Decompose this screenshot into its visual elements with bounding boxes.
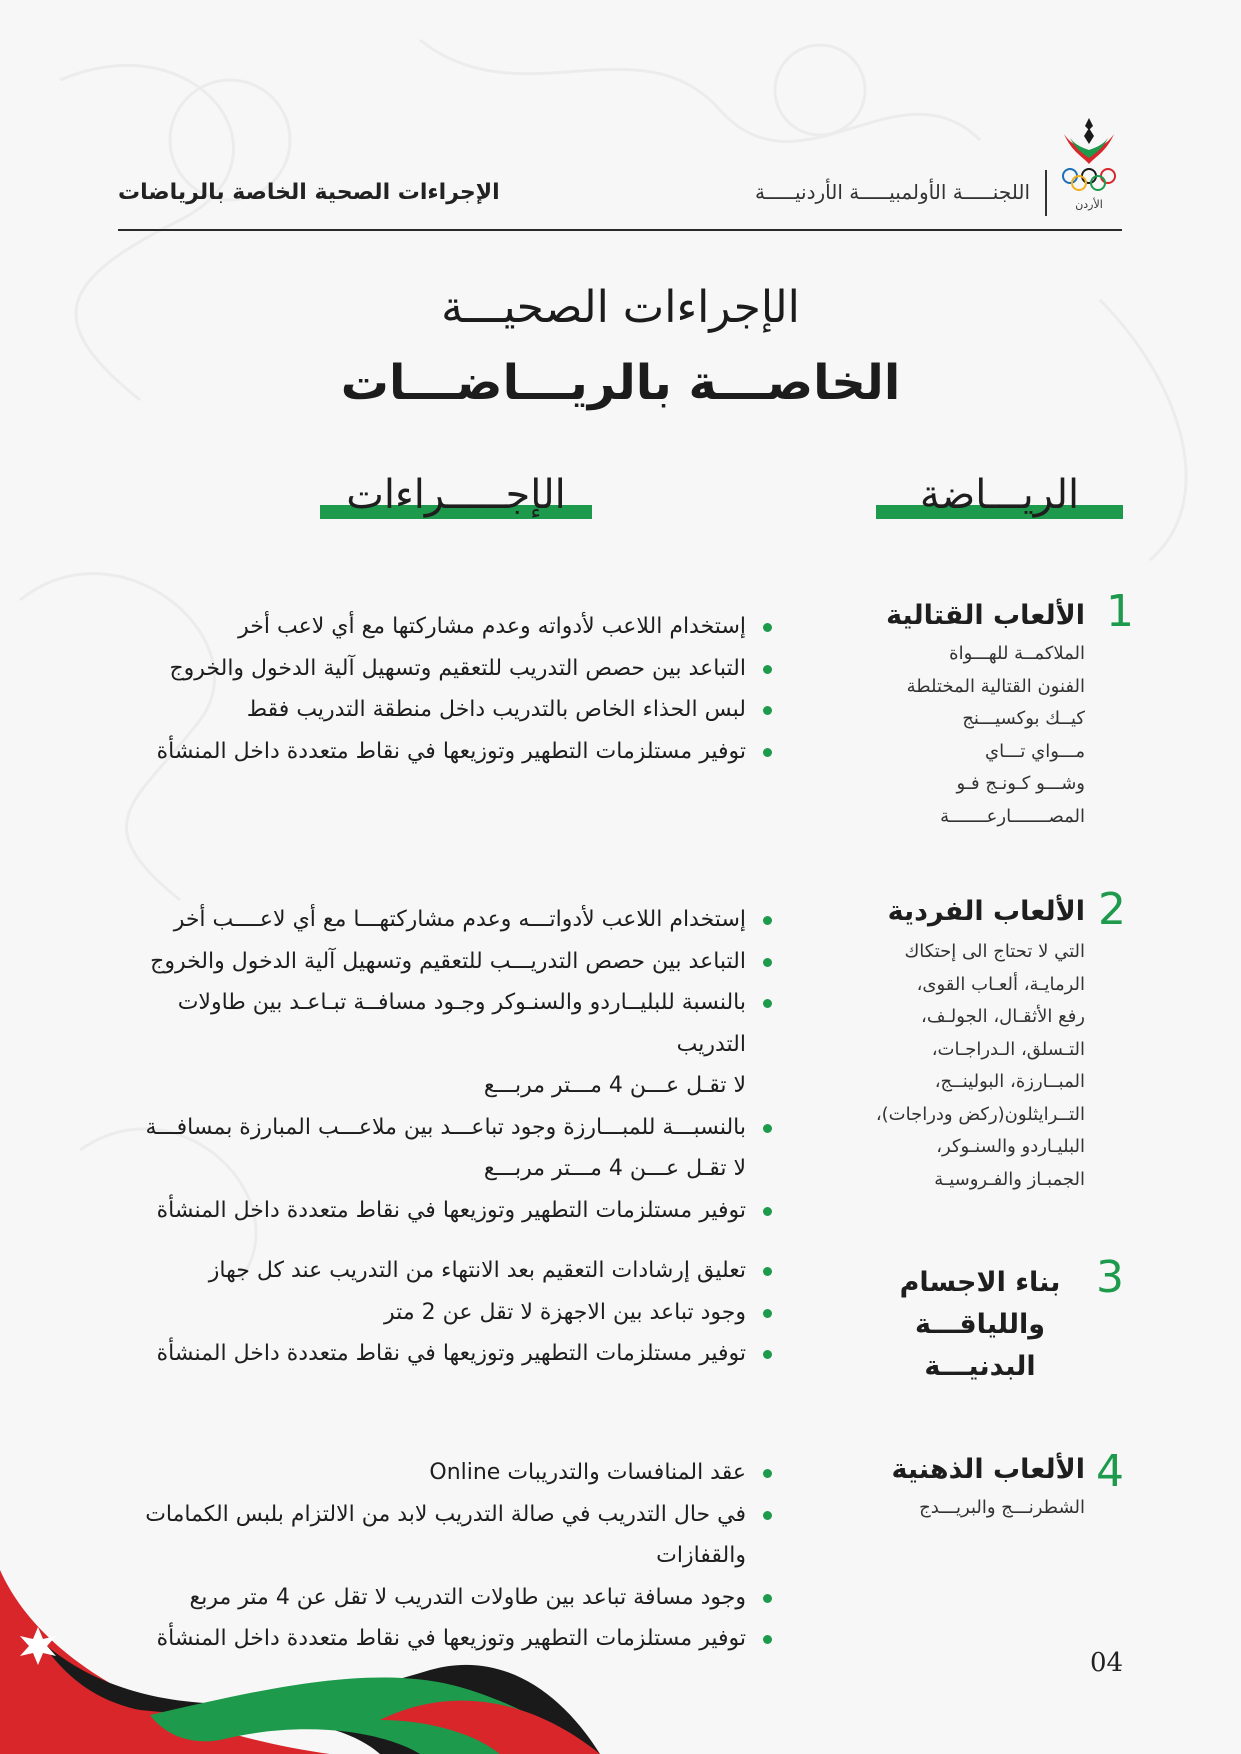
bullet-icon xyxy=(763,999,772,1008)
bullet-icon xyxy=(763,1469,772,1478)
sport-title: بناء الاجسام واللياقـــة البدنيـــة xyxy=(899,1267,1061,1382)
sport-item: كيــك بوكسيـــنج xyxy=(962,708,1085,729)
sport-item: الجمبـاز والفـروسيـة xyxy=(934,1168,1085,1190)
header-doc-title: الإجراءات الصحية الخاصة بالرياضات xyxy=(118,180,500,205)
procedure-item: إستخدام اللاعب لأدواتـــه وعدم مشاركتهـــا مع أي لاعــــب أخر xyxy=(118,899,778,941)
sport-items-list xyxy=(870,936,1085,1196)
sport-item: رفع الأثقـال، الجولـف، xyxy=(921,1006,1085,1027)
bullet-icon xyxy=(763,1511,772,1520)
bullet-icon xyxy=(763,706,772,715)
procedure-continuation: لا تقـل عـــن 4 مـــتر مربـــع xyxy=(483,1156,746,1181)
procedure-item: توفير مستلزمات التطهير وتوزيعها في نقاط متعددة داخل المنشأة xyxy=(118,1190,778,1232)
bullet-icon xyxy=(763,748,772,757)
sport-item: التـسلق، الـدراجـات، xyxy=(931,1038,1085,1060)
sport-items-list xyxy=(870,1492,1085,1525)
sport-item: الرمايـة، ألعـاب القوى، xyxy=(916,973,1085,995)
procedure-item: بالنسبـــة للمبـــارزة وجود تباعـــد بين ملاعـــب المبارزة بمسافـــة لا تقـل عـــن 4 مـــتر مربـــع xyxy=(118,1107,778,1190)
section-number: 4 xyxy=(1096,1446,1124,1497)
procedure-item: بالنسبة للبليــاردو والسنـوكر وجـود مسافــة تبـاعـد بين طاولات التدريب لا تقـل عـــن 4 مـــتر مربـــع xyxy=(118,982,778,1107)
logo-caption: الأردن xyxy=(1075,198,1103,211)
sport-item: المصـــــــارعـــــــة xyxy=(940,805,1085,827)
procedure-item: عقد المنافسات والتدريبات Online xyxy=(118,1452,778,1494)
sport-items-list xyxy=(870,638,1085,833)
bullet-icon xyxy=(763,1309,772,1318)
section-number: 1 xyxy=(1106,586,1134,637)
jordan-flag-decoration xyxy=(0,1540,700,1754)
sport-item: وشـــو كـونـج فـو xyxy=(956,773,1085,794)
sport-item: مـــواي تـــاي xyxy=(985,740,1085,762)
sport-item: البليـاردو والسنـوكر، xyxy=(936,1136,1085,1157)
procedures-list xyxy=(118,606,778,772)
procedure-item: وجود مسافة تباعد بين طاولات التدريب لا تقل عن 4 متر مربع xyxy=(118,1577,778,1619)
bullet-icon xyxy=(763,1267,772,1276)
main-title-line1: الإجراءات الصحيـــة xyxy=(441,282,800,333)
procedure-continuation: لا تقـل عـــن 4 مـــتر مربـــع xyxy=(483,1073,746,1098)
sport-item: المبــارزة، البولينــج، xyxy=(934,1071,1085,1092)
procedure-item: توفير مستلزمات التطهير وتوزيعها في نقاط متعددة داخل المنشأة xyxy=(118,1333,778,1375)
procedure-item: توفير مستلزمات التطهير وتوزيعها في نقاط متعددة داخل المنشأة xyxy=(118,731,778,773)
procedure-item: إستخدام اللاعب لأدواته وعدم مشاركتها مع أي لاعب أخر xyxy=(118,606,778,648)
sport-item: التي لا تحتاج الى إحتكاك xyxy=(904,941,1085,962)
procedures-column-label: الإجـــــراءات xyxy=(346,472,566,518)
sport-item: التــرايثلون(ركض ودراجات)، xyxy=(875,1103,1085,1125)
sport-item: الشطرنـــج والبريـــدج xyxy=(919,1497,1085,1518)
section-number: 3 xyxy=(1096,1252,1124,1303)
bullet-icon xyxy=(763,958,772,967)
org-name: اللجنـــــة الأولمبيـــــة الأردنيـــــة xyxy=(754,180,1030,204)
bullet-icon xyxy=(763,1124,772,1133)
procedure-item: التباعد بين حصص التدريـــب للتعقيم وتسهيل آلية الدخول والخروج xyxy=(118,941,778,983)
sport-title: الألعاب الفردية xyxy=(887,896,1085,927)
procedures-list xyxy=(118,1250,778,1375)
bullet-icon xyxy=(763,665,772,674)
bullet-icon xyxy=(763,623,772,632)
procedure-item: تعليق إرشادات التعقيم بعد الانتهاء من التدريب عند كل جهاز xyxy=(118,1250,778,1292)
procedure-item: وجود تباعد بين الاجهزة لا تقل عن 2 متر xyxy=(118,1292,778,1334)
bullet-icon xyxy=(763,916,772,925)
bullet-icon xyxy=(763,1594,772,1603)
procedure-item: لبس الحذاء الخاص بالتدريب داخل منطقة التدريب فقط xyxy=(118,689,778,731)
procedure-continuation: والقفازات xyxy=(656,1543,746,1568)
procedure-item: توفير مستلزمات التطهير وتوزيعها في نقاط متعددة داخل المنشأة xyxy=(118,1618,778,1660)
bullet-icon xyxy=(763,1635,772,1644)
procedures-column-header xyxy=(320,472,592,519)
header-separator xyxy=(1045,170,1047,216)
main-title-line2: الخاصـــة بالريـــاضـــات xyxy=(340,355,901,411)
bullet-icon xyxy=(763,1350,772,1359)
sport-column-header xyxy=(876,472,1123,519)
sport-title: الألعاب الذهنية xyxy=(891,1454,1085,1485)
procedure-item: في حال التدريب في صالة التدريب لابد من الالتزام بلبس الكمامات والقفازات xyxy=(118,1494,778,1577)
page-number: 04 xyxy=(1090,1648,1124,1678)
header-divider xyxy=(118,229,1122,231)
sport-column-label: الريـــاضة xyxy=(919,472,1080,518)
section-number: 2 xyxy=(1098,884,1126,935)
procedure-item: التباعد بين حصص التدريب للتعقيم وتسهيل آلية الدخول والخروج xyxy=(118,648,778,690)
sport-title: الألعاب القتالية xyxy=(886,600,1085,631)
bullet-icon xyxy=(763,1207,772,1216)
sport-item: الملاكمــة للهـــواة xyxy=(949,643,1085,664)
sport-item: الفنون القتالية المختلطة xyxy=(906,675,1085,697)
jordan-olympic-committee-logo xyxy=(1056,112,1122,218)
procedures-list xyxy=(118,899,778,1231)
